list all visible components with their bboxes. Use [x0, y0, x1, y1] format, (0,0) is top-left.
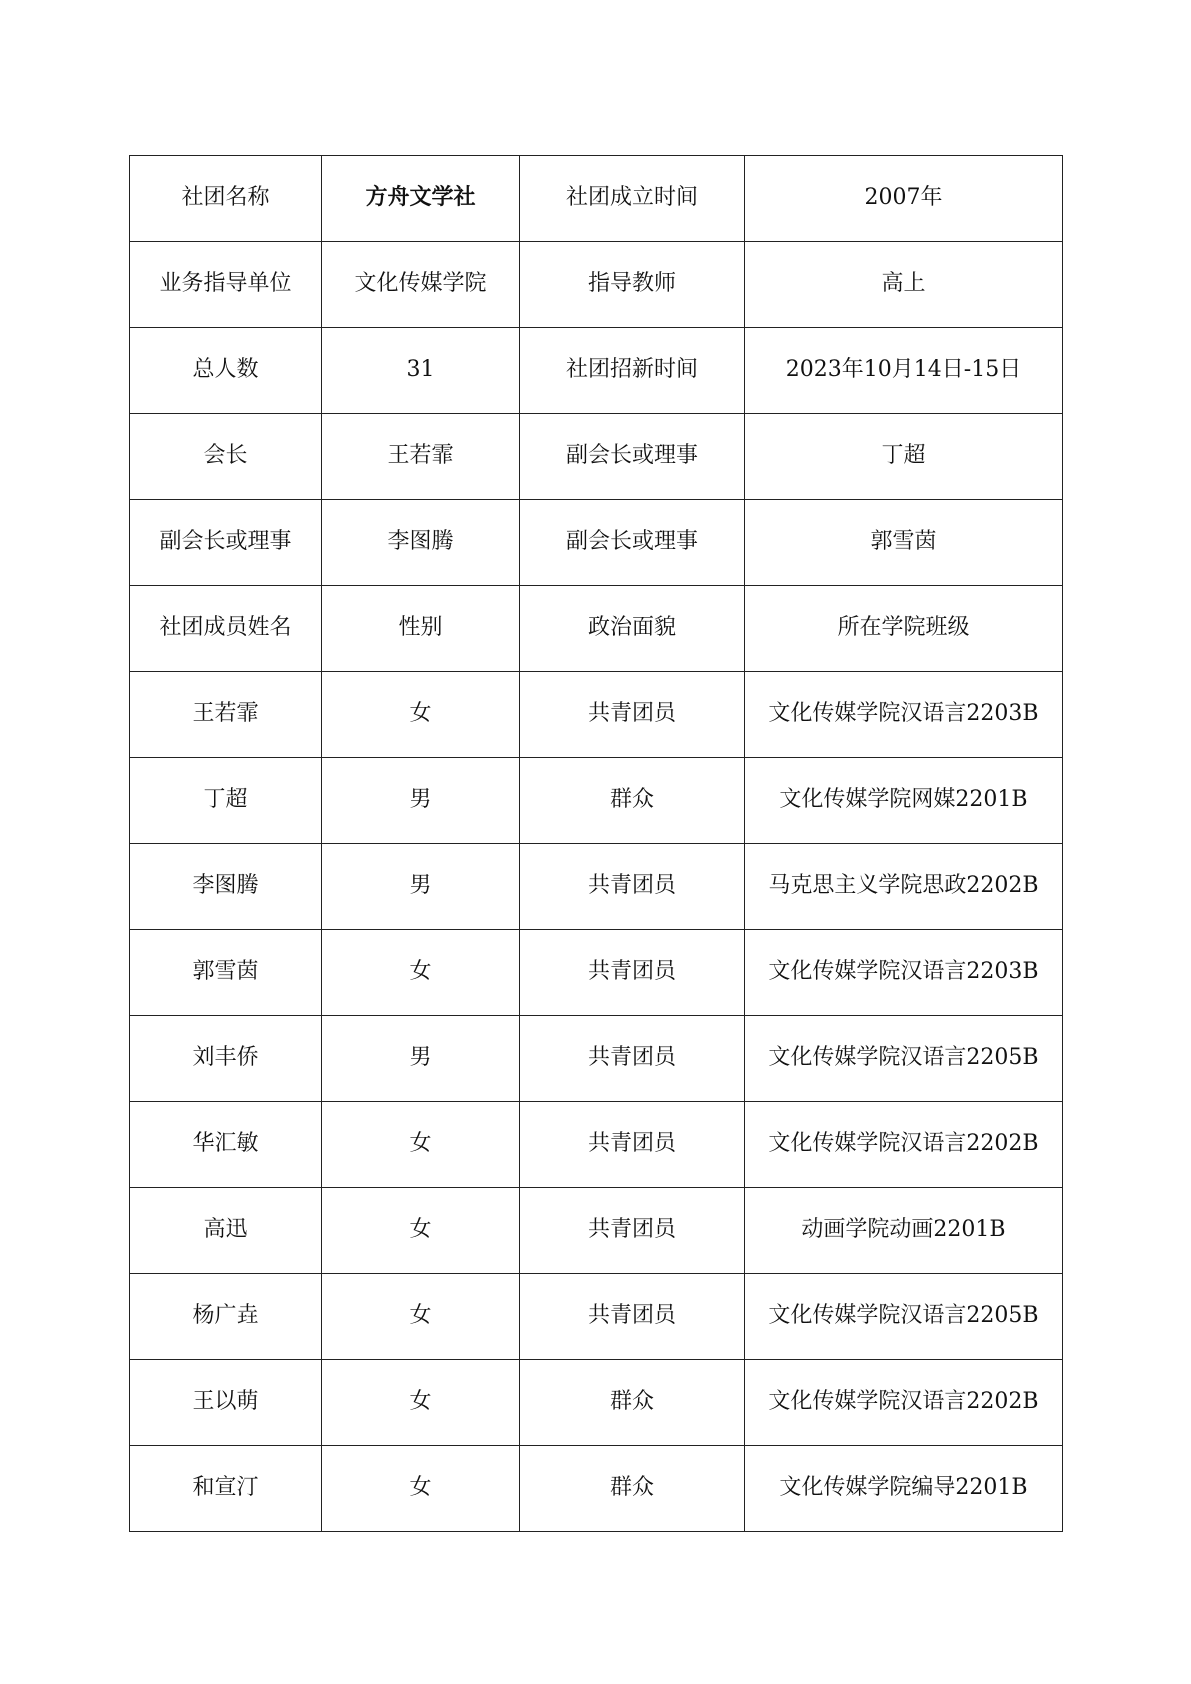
table-row [130, 1016, 1063, 1102]
vice-president-label: 副会长或理事 [130, 500, 322, 586]
member-gender: 女 [322, 1274, 520, 1360]
founded-label: 社团成立时间 [520, 156, 745, 242]
member-gender: 女 [322, 1446, 520, 1532]
member-political-status: 共青团员 [520, 1102, 745, 1188]
club-name-label: 社团名称 [130, 156, 322, 242]
table-row [130, 1274, 1063, 1360]
column-header-political-status: 政治面貌 [520, 586, 745, 672]
table-row [130, 930, 1063, 1016]
member-name: 郭雪茵 [130, 930, 322, 1016]
club-name-value: 方舟文学社 [322, 156, 520, 242]
advisor-label: 指导教师 [520, 242, 745, 328]
member-political-status: 共青团员 [520, 1188, 745, 1274]
column-header-name: 社团成员姓名 [130, 586, 322, 672]
member-college-class: 动画学院动画2201B [745, 1188, 1063, 1274]
recruit-time-label: 社团招新时间 [520, 328, 745, 414]
vice-president-value: 丁超 [745, 414, 1063, 500]
member-name: 华汇敏 [130, 1102, 322, 1188]
member-gender: 男 [322, 844, 520, 930]
table-row [130, 1102, 1063, 1188]
advisor-value: 高上 [745, 242, 1063, 328]
member-political-status: 群众 [520, 758, 745, 844]
column-header-college-class: 所在学院班级 [745, 586, 1063, 672]
member-name: 和宣汀 [130, 1446, 322, 1532]
vice-president-label: 副会长或理事 [520, 500, 745, 586]
member-college-class: 文化传媒学院汉语言2202B [745, 1360, 1063, 1446]
member-gender: 女 [322, 1102, 520, 1188]
member-gender: 女 [322, 1188, 520, 1274]
total-members-label: 总人数 [130, 328, 322, 414]
table-row [130, 1446, 1063, 1532]
member-name: 高迅 [130, 1188, 322, 1274]
info-row-guidance [130, 242, 1063, 328]
guidance-unit-label: 业务指导单位 [130, 242, 322, 328]
info-row-vice [130, 500, 1063, 586]
table-row [130, 672, 1063, 758]
member-college-class: 文化传媒学院汉语言2203B [745, 930, 1063, 1016]
member-college-class: 文化传媒学院汉语言2203B [745, 672, 1063, 758]
member-political-status: 共青团员 [520, 1016, 745, 1102]
member-name: 王以萌 [130, 1360, 322, 1446]
president-value: 王若霏 [322, 414, 520, 500]
member-political-status: 共青团员 [520, 672, 745, 758]
info-row-club-name [130, 156, 1063, 242]
info-row-total [130, 328, 1063, 414]
president-label: 会长 [130, 414, 322, 500]
vice-president-value: 郭雪茵 [745, 500, 1063, 586]
member-college-class: 文化传媒学院网媒2201B [745, 758, 1063, 844]
document-page [129, 155, 1062, 1532]
member-name: 刘丰侨 [130, 1016, 322, 1102]
member-political-status: 共青团员 [520, 844, 745, 930]
member-college-class: 文化传媒学院编导2201B [745, 1446, 1063, 1532]
column-header-gender: 性别 [322, 586, 520, 672]
member-political-status: 共青团员 [520, 930, 745, 1016]
member-gender: 男 [322, 758, 520, 844]
member-name: 杨广垚 [130, 1274, 322, 1360]
guidance-unit-value: 文化传媒学院 [322, 242, 520, 328]
member-header-row [130, 586, 1063, 672]
vice-president-label: 副会长或理事 [520, 414, 745, 500]
club-roster-table [129, 155, 1063, 1532]
total-members-value: 31 [322, 328, 520, 414]
member-political-status: 共青团员 [520, 1274, 745, 1360]
founded-value: 2007年 [745, 156, 1063, 242]
member-gender: 女 [322, 930, 520, 1016]
table-row [130, 1188, 1063, 1274]
member-college-class: 文化传媒学院汉语言2205B [745, 1016, 1063, 1102]
recruit-time-value: 2023年10月14日-15日 [745, 328, 1063, 414]
table-row [130, 844, 1063, 930]
member-name: 王若霏 [130, 672, 322, 758]
vice-president-value: 李图腾 [322, 500, 520, 586]
member-college-class: 马克思主义学院思政2202B [745, 844, 1063, 930]
member-name: 李图腾 [130, 844, 322, 930]
info-row-president [130, 414, 1063, 500]
member-political-status: 群众 [520, 1360, 745, 1446]
member-gender: 女 [322, 672, 520, 758]
member-political-status: 群众 [520, 1446, 745, 1532]
table-row [130, 758, 1063, 844]
member-name: 丁超 [130, 758, 322, 844]
member-college-class: 文化传媒学院汉语言2202B [745, 1102, 1063, 1188]
member-college-class: 文化传媒学院汉语言2205B [745, 1274, 1063, 1360]
member-gender: 女 [322, 1360, 520, 1446]
member-gender: 男 [322, 1016, 520, 1102]
table-row [130, 1360, 1063, 1446]
